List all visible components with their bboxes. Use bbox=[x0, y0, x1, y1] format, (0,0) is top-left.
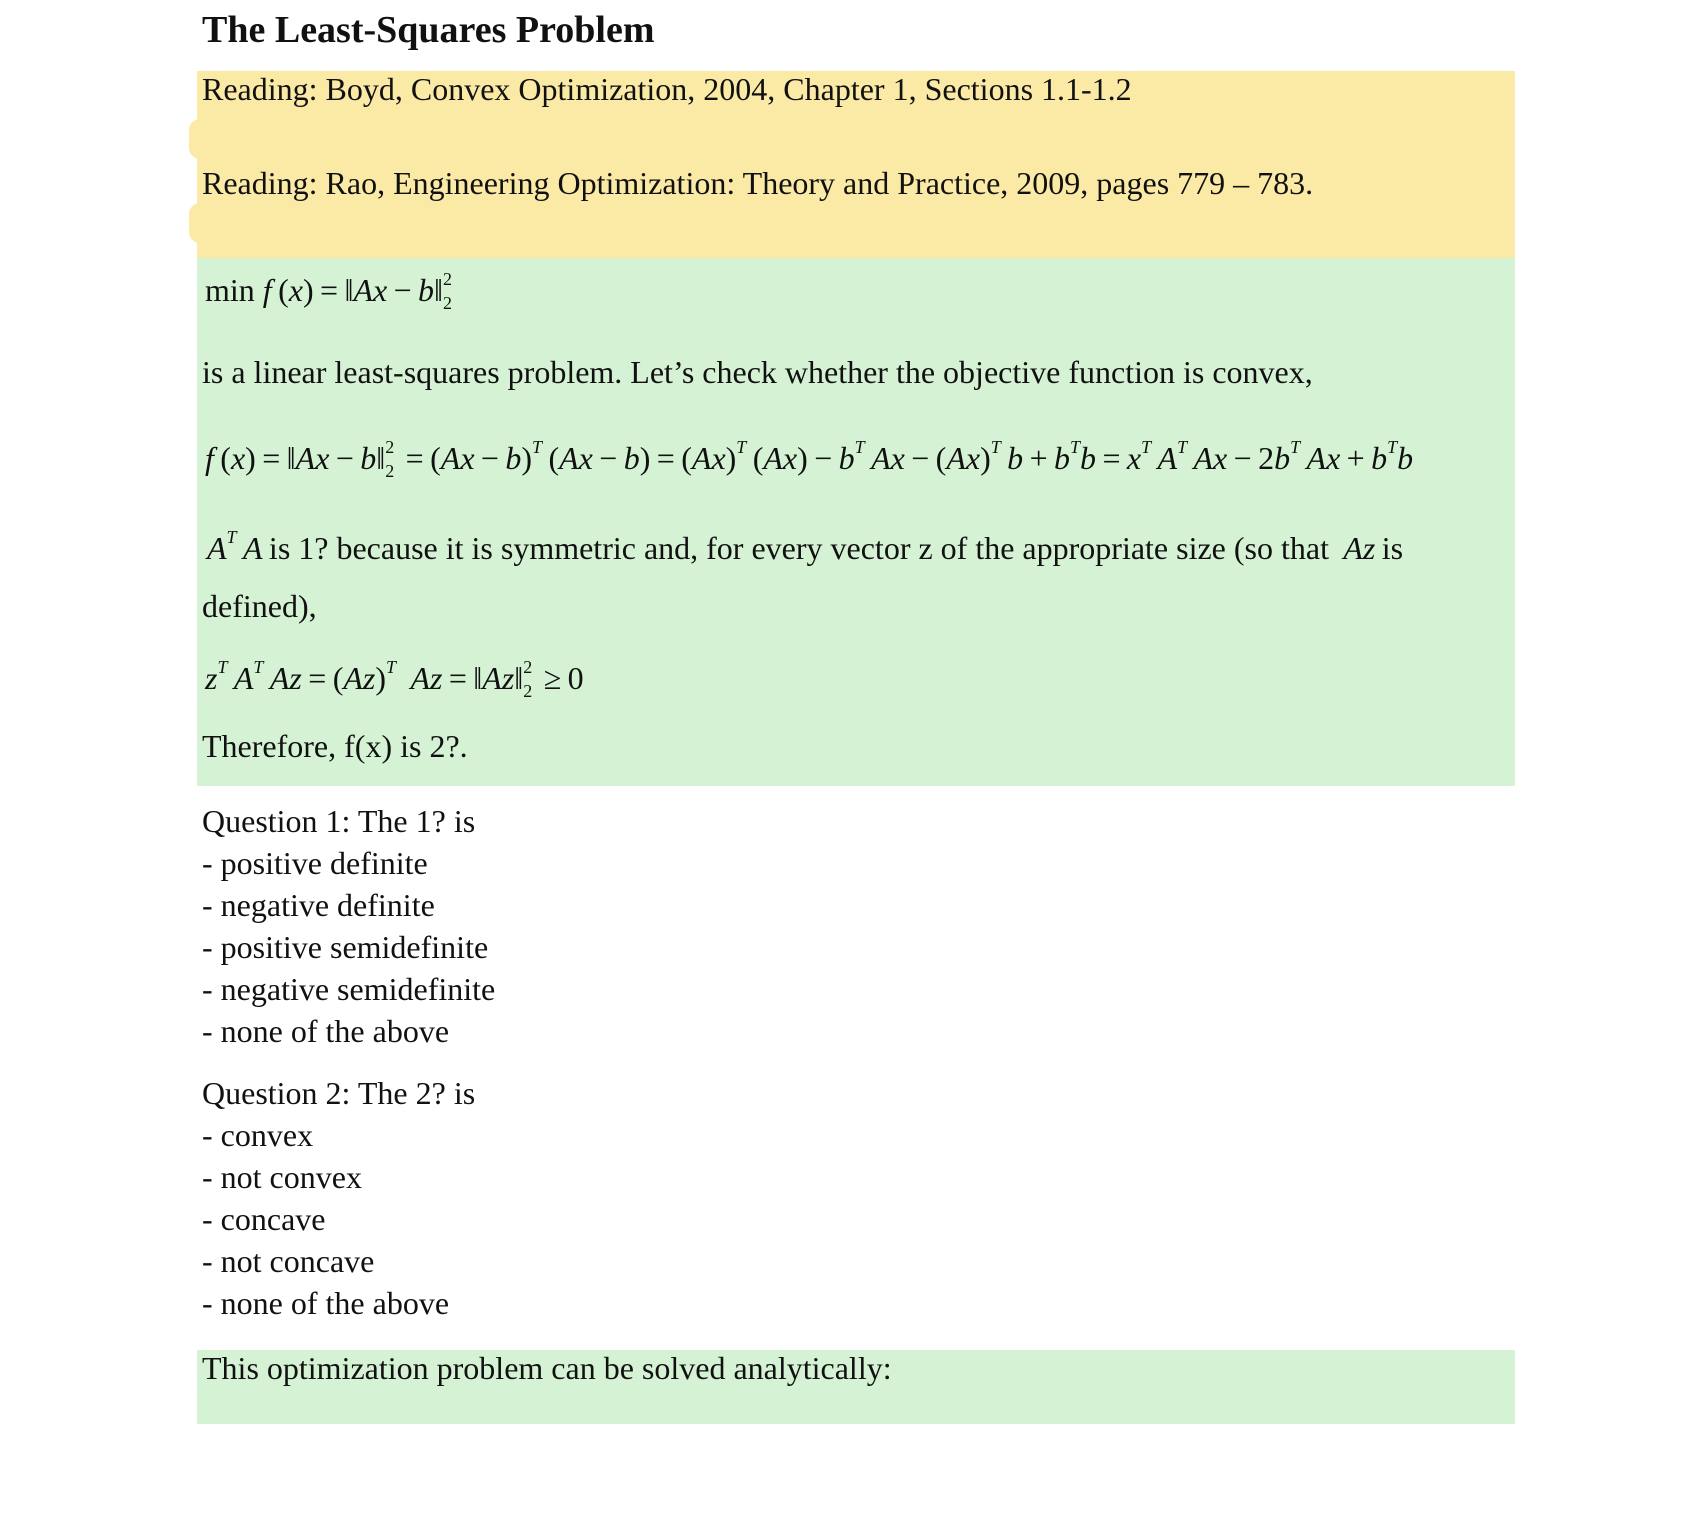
question-2-option[interactable]: - not convex bbox=[202, 1159, 362, 1195]
question-2-option[interactable]: - not concave bbox=[202, 1243, 375, 1279]
question-1 bbox=[202, 800, 495, 1052]
question-2-option[interactable]: - concave bbox=[202, 1201, 326, 1237]
convexity-statement: is a linear least-squares problem. Let’s check whether the objective function is convex, bbox=[202, 354, 1313, 390]
question-2-option[interactable]: - convex bbox=[202, 1117, 314, 1153]
equation-quadratic-form: $z^T$ $A^T$ $Az = (Az)^T$ Az = ‖Az‖ 2 2 ≥ 0 bbox=[205, 657, 584, 701]
reading-box-notch bbox=[189, 119, 211, 159]
question-1-prompt: Question 1: The 1? is bbox=[202, 803, 476, 839]
reading-rao: Reading: Rao, Engineering Optimization: Theory and Practice, 2009, pages 779 – 783. bbox=[202, 165, 1314, 201]
question-2-prompt: Question 2: The 2? is bbox=[202, 1075, 476, 1111]
equation-expansion: f (x) = ‖Ax − b‖ 2 2 = $(Ax - b)^T$ $(Ax - b) = (Ax)^T$ $(Ax) - b^T$ $Ax - (Ax)^T$ $b + b^Tb = x^T$ $A^T$ $Ax - 2b^T$ $Ax + b^Tb$ bbox=[205, 437, 1414, 481]
reading-box bbox=[197, 71, 1515, 258]
ata-claim-text-end: is bbox=[1381, 530, 1404, 566]
ata-claim-text: is 1? because it is symmetric and, for every vector z of the appropriate size (so that bbox=[268, 530, 1329, 566]
reading-box-notch bbox=[189, 203, 211, 243]
question-1-option[interactable]: - negative definite bbox=[202, 887, 435, 923]
ata-claim-continuation: defined), bbox=[202, 588, 317, 624]
question-1-option[interactable]: - negative semidefinite bbox=[202, 971, 496, 1007]
min-operator: min bbox=[205, 272, 255, 308]
analytic-solution-text: This optimization problem can be solved analytically: bbox=[202, 1350, 892, 1386]
reading-boyd: Reading: Boyd, Convex Optimization, 2004, Chapter 1, Sections 1.1-1.2 bbox=[202, 71, 1132, 107]
question-1-option[interactable]: - positive semidefinite bbox=[202, 929, 489, 965]
convexity-proof-box bbox=[197, 258, 1515, 786]
question-2-option[interactable]: - none of the above bbox=[202, 1285, 450, 1321]
question-2 bbox=[202, 1072, 475, 1324]
analytic-solution-box bbox=[197, 1350, 1515, 1424]
page-title: The Least-Squares Problem bbox=[202, 9, 655, 51]
equation-least-squares-min: min f (x) = ‖Ax − b‖ 2 2 bbox=[205, 269, 453, 313]
convexity-conclusion: Therefore, f(x) is 2?. bbox=[202, 728, 468, 764]
question-1-option[interactable]: - none of the above bbox=[202, 1013, 450, 1049]
question-1-option[interactable]: - positive definite bbox=[202, 845, 428, 881]
ata-definiteness-claim: $A^T$ A is 1? because it is symmetric and, for every vector z of the appropriate size (so that Az is bbox=[207, 527, 1404, 566]
